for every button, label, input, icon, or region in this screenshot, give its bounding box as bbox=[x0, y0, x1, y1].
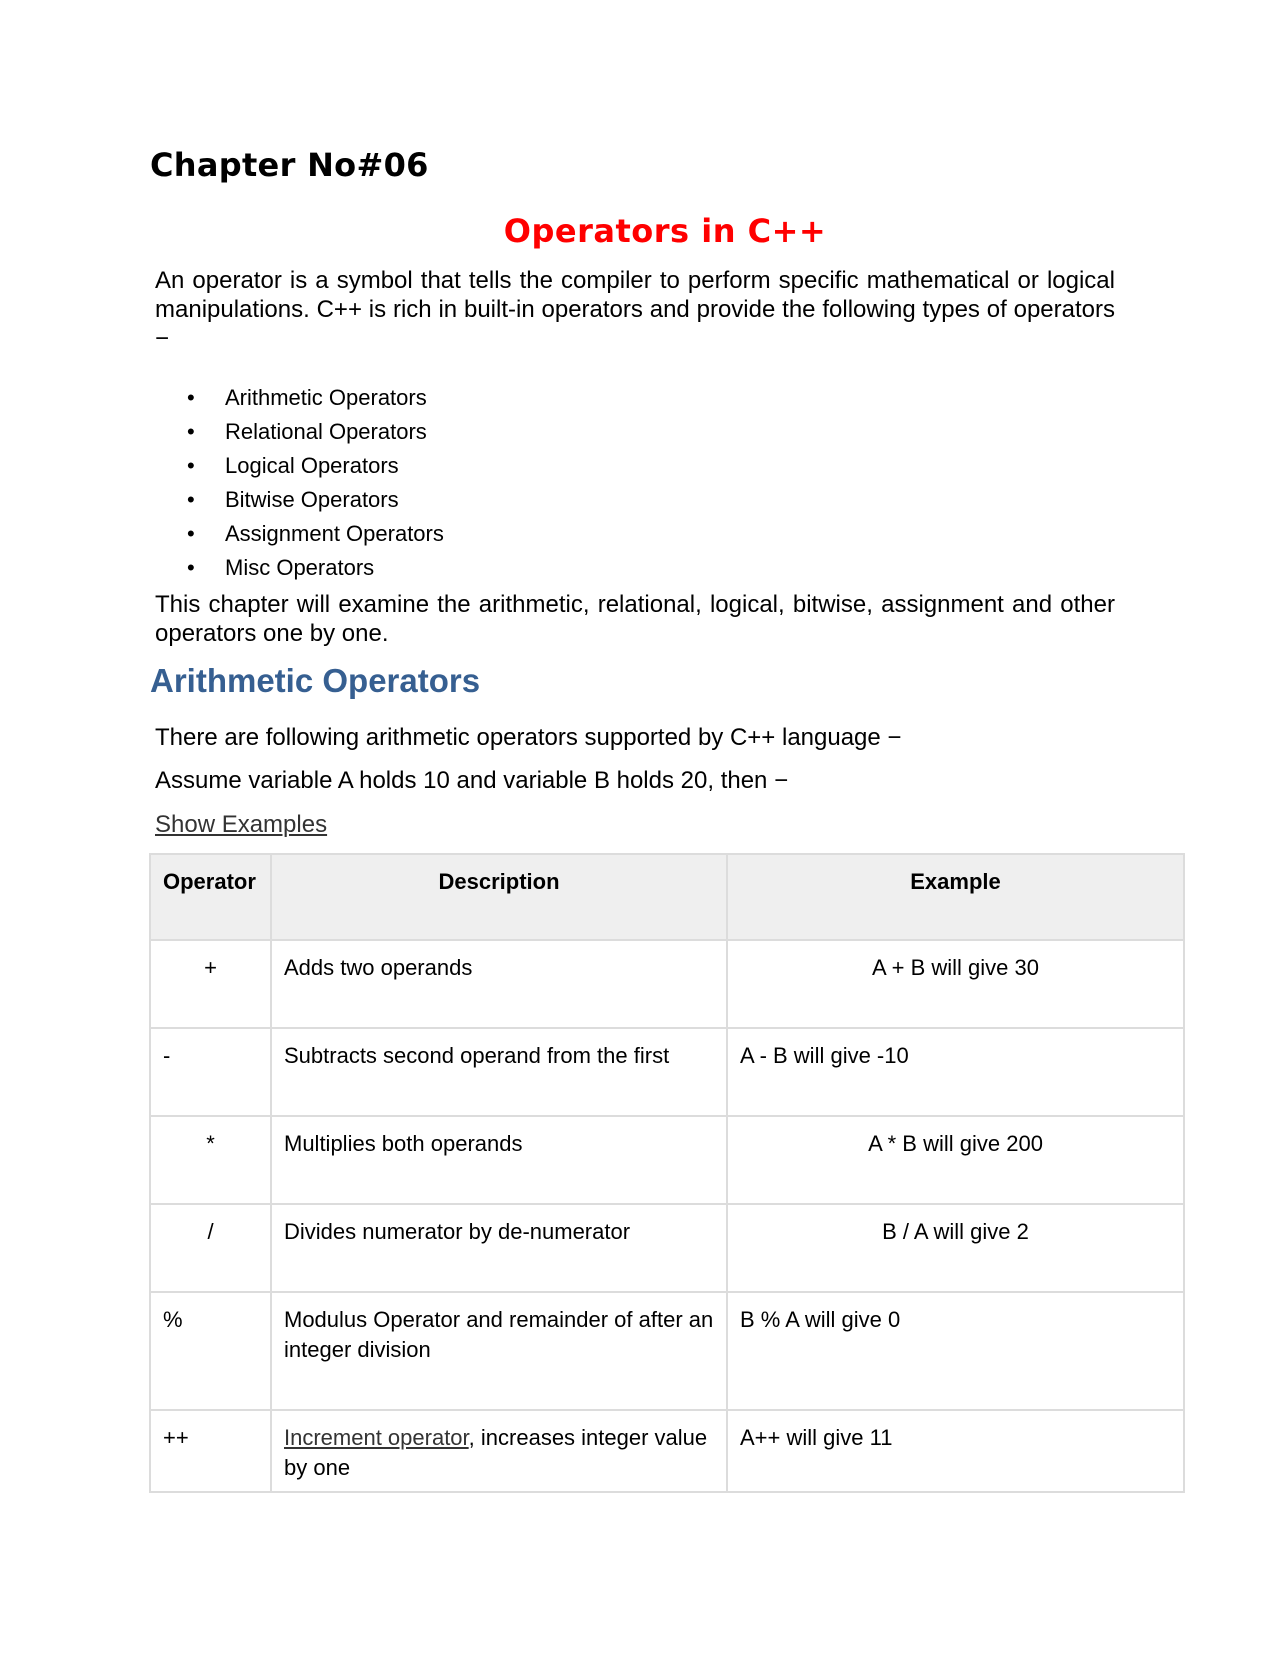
table-row bbox=[150, 940, 1184, 1028]
bullet-icon: • bbox=[187, 385, 195, 410]
list-item-label: Logical Operators bbox=[225, 453, 399, 478]
bullet-icon: • bbox=[187, 521, 195, 546]
bullet-icon: • bbox=[187, 487, 195, 512]
list-item-label: Misc Operators bbox=[225, 555, 375, 580]
list-item-label: Relational Operators bbox=[225, 419, 427, 444]
example-cell: A + B will give 30 bbox=[727, 940, 1184, 1028]
column-header-example: Example bbox=[727, 854, 1184, 940]
description-cell: Subtracts second operand from the first bbox=[271, 1028, 727, 1116]
table-row bbox=[150, 1292, 1184, 1410]
intro-paragraph: An operator is a symbol that tells the compiler to perform specific mathematical or logical manipulations. C++ is rich in built-in operators and provide the following types of operators − bbox=[155, 267, 1115, 352]
description-cell: Modulus Operator and remainder of after an integer division bbox=[271, 1292, 727, 1410]
list-item bbox=[155, 381, 444, 415]
operator-types-list bbox=[155, 381, 444, 585]
list-item-label: Bitwise Operators bbox=[225, 487, 399, 512]
table-row bbox=[150, 1028, 1184, 1116]
description-cell: Divides numerator by de-numerator bbox=[271, 1204, 727, 1292]
table-row bbox=[150, 1204, 1184, 1292]
example-cell: B % A will give 0 bbox=[727, 1292, 1184, 1410]
bullet-icon: • bbox=[187, 555, 195, 580]
summary-paragraph: This chapter will examine the arithmetic, relational, logical, bitwise, assignment and other operators one by one. bbox=[155, 591, 1115, 647]
operator-cell: - bbox=[150, 1028, 271, 1116]
arithmetic-operators-table bbox=[149, 853, 1185, 1493]
section-heading-arithmetic: Arithmetic Operators bbox=[150, 662, 481, 699]
list-item bbox=[155, 551, 444, 585]
operator-cell: % bbox=[150, 1292, 271, 1410]
chapter-heading: Chapter No#06 bbox=[150, 146, 429, 184]
operator-cell: ++ bbox=[150, 1410, 271, 1492]
description-cell bbox=[271, 1410, 727, 1492]
description-cell: Multiplies both operands bbox=[271, 1116, 727, 1204]
table-row bbox=[150, 1410, 1184, 1492]
increment-operator-link[interactable]: Increment operator bbox=[284, 1425, 469, 1450]
description-text: , increases integer value by one bbox=[284, 1425, 708, 1480]
show-examples-link[interactable]: Show Examples bbox=[155, 811, 328, 838]
column-header-operator: Operator bbox=[150, 854, 271, 940]
list-item bbox=[155, 517, 444, 551]
page-title: Operators in C++ bbox=[503, 212, 827, 250]
bullet-icon: • bbox=[187, 453, 195, 478]
operator-cell: * bbox=[150, 1116, 271, 1204]
bullet-icon: • bbox=[187, 419, 195, 444]
description-cell: Adds two operands bbox=[271, 940, 727, 1028]
list-item bbox=[155, 483, 444, 517]
example-cell: A++ will give 11 bbox=[727, 1410, 1184, 1492]
example-cell: A * B will give 200 bbox=[727, 1116, 1184, 1204]
operator-cell: + bbox=[150, 940, 271, 1028]
list-item bbox=[155, 415, 444, 449]
operator-cell: / bbox=[150, 1204, 271, 1292]
assumption-line: Assume variable A holds 10 and variable B holds 20, then − bbox=[155, 767, 789, 794]
example-cell: B / A will give 2 bbox=[727, 1204, 1184, 1292]
list-item-label: Assignment Operators bbox=[225, 521, 444, 546]
list-item-label: Arithmetic Operators bbox=[225, 385, 427, 410]
list-item bbox=[155, 449, 444, 483]
example-cell: A - B will give -10 bbox=[727, 1028, 1184, 1116]
section-intro-line: There are following arithmetic operators supported by C++ language − bbox=[155, 724, 902, 751]
table-row bbox=[150, 1116, 1184, 1204]
table-header-row bbox=[150, 854, 1184, 940]
column-header-description: Description bbox=[271, 854, 727, 940]
